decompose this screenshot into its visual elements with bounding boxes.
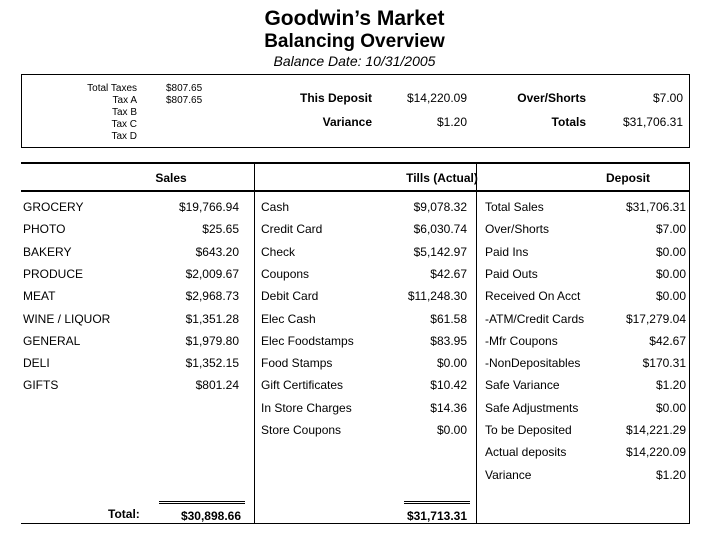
sales-row-label: GROCERY (23, 200, 84, 214)
tills-total-rule (404, 501, 470, 504)
sales-row-value: $643.20 (195, 244, 239, 259)
tills-row-value: $42.67 (430, 266, 467, 281)
tills-row-value: $10.42 (430, 378, 467, 393)
deposit-row-value: $17,279.04 (625, 311, 686, 326)
balancing-table (21, 162, 690, 522)
tills-row-value: $9,078.32 (413, 200, 467, 214)
tills-row-label: Store Coupons (261, 423, 342, 437)
deposit-row-value: $31,706.31 (625, 200, 686, 214)
header-divider (21, 190, 690, 192)
tax-label-d: Tax D (111, 131, 137, 142)
tax-value-total: $807.65 (166, 83, 203, 94)
tills-row-value: $0.00 (436, 356, 467, 371)
right-border (689, 164, 690, 524)
deposit-header: Deposit (605, 171, 650, 185)
sales-row-label: PRODUCE (23, 266, 84, 281)
sales-row-label: BAKERY (23, 244, 72, 259)
tax-label-c: Tax C (111, 119, 137, 130)
bottom-border (21, 523, 690, 524)
deposit-row-label: To be Deposited (485, 423, 572, 437)
sales-row-value: $801.24 (195, 378, 239, 393)
deposit-row-value: $170.31 (642, 356, 686, 371)
tills-row-label: Coupons (261, 266, 310, 281)
tills-row-label: Debit Card (261, 289, 319, 304)
tills-row-value: $61.58 (430, 311, 467, 326)
deposit-row-value: $1.20 (655, 378, 686, 393)
tills-row-value: $0.00 (436, 423, 467, 437)
tills-row-value: $14.36 (430, 400, 467, 415)
variance-value: $1.20 (436, 115, 467, 129)
totals-value: $31,706.31 (622, 115, 683, 129)
deposit-row-value: $14,221.29 (625, 423, 686, 437)
deposit-row-label: Safe Variance (485, 378, 560, 393)
sales-total-value: $30,898.66 (180, 509, 241, 523)
sales-row-value: $1,351.28 (185, 311, 239, 326)
total-label: Total: (108, 507, 140, 521)
deposit-row-value: $14,220.09 (625, 445, 686, 460)
sales-row-label: GENERAL (23, 333, 81, 348)
deposit-row-label: Over/Shorts (485, 222, 550, 237)
tax-label-a: Tax A (112, 95, 137, 106)
deposit-row-value: $0.00 (655, 400, 686, 415)
tills-row-value: $5,142.97 (413, 244, 467, 259)
sales-row-label: PHOTO (23, 222, 66, 237)
this-deposit-value: $14,220.09 (406, 91, 467, 105)
deposit-row-value: $0.00 (655, 266, 686, 281)
deposit-row-label: Safe Adjustments (485, 400, 579, 415)
deposit-row-value: $0.00 (655, 244, 686, 259)
variance-label: Variance (322, 115, 372, 129)
this-deposit-label: This Deposit (299, 91, 372, 105)
deposit-row-label: Received On Acct (485, 289, 581, 304)
sales-header: Sales (155, 171, 187, 185)
sales-row-value: $25.65 (202, 222, 239, 237)
tills-row-label: Food Stamps (261, 356, 333, 371)
deposit-row-label: -NonDepositables (485, 356, 581, 371)
deposit-row-value: $1.20 (655, 467, 686, 482)
tills-row-label: Cash (261, 200, 290, 214)
tills-row-label: Elec Cash (261, 311, 316, 326)
deposit-row-label: Paid Ins (485, 244, 529, 259)
deposit-row-value: $0.00 (655, 289, 686, 304)
column-divider-2 (476, 164, 477, 524)
balance-date: Balance Date: 10/31/2005 (273, 53, 436, 69)
tills-row-value: $11,248.30 (407, 289, 467, 304)
sales-row-value: $1,979.80 (185, 333, 239, 348)
tax-label-total: Total Taxes (87, 83, 137, 94)
tax-value-a: $807.65 (166, 95, 203, 106)
report-title: Balancing Overview (264, 31, 445, 52)
sales-row-value: $1,352.15 (185, 356, 239, 371)
sales-total-rule (159, 501, 245, 504)
tills-header: Tills (Actual) (406, 171, 478, 185)
tills-row-label: In Store Charges (261, 400, 352, 415)
tills-row-label: Check (261, 244, 296, 259)
deposit-row-label: Total Sales (485, 200, 544, 214)
sales-row-value: $2,009.67 (185, 266, 239, 281)
over-shorts-value: $7.00 (652, 91, 683, 105)
tills-row-label: Gift Certificates (261, 378, 344, 393)
tills-row-label: Elec Foodstamps (261, 333, 354, 348)
tills-row-value: $83.95 (430, 333, 467, 348)
deposit-row-label: -ATM/Credit Cards (485, 311, 585, 326)
sales-row-label: MEAT (23, 289, 56, 304)
deposit-row-label: -Mfr Coupons (485, 333, 558, 348)
over-shorts-label: Over/Shorts (517, 91, 586, 105)
sales-row-value: $19,766.94 (178, 200, 239, 214)
sales-row-label: WINE / LIQUOR (23, 311, 111, 326)
tills-total-value: $31,713.31 (406, 509, 467, 523)
totals-label: Totals (551, 115, 586, 129)
deposit-row-label: Variance (485, 467, 532, 482)
deposit-row-label: Paid Outs (485, 266, 538, 281)
store-name: Goodwin’s Market (264, 7, 445, 30)
sales-row-value: $2,968.73 (185, 289, 239, 304)
deposit-row-value: $7.00 (655, 222, 686, 237)
deposit-row-value: $42.67 (649, 333, 686, 348)
sales-row-label: GIFTS (23, 378, 59, 393)
sales-row-label: DELI (23, 356, 50, 371)
tills-row-label: Credit Card (261, 222, 323, 237)
deposit-row-label: Actual deposits (485, 445, 567, 460)
column-divider-1 (254, 164, 255, 524)
tax-label-b: Tax B (111, 107, 137, 118)
tills-row-value: $6,030.74 (413, 222, 467, 237)
summary-box (21, 74, 690, 148)
